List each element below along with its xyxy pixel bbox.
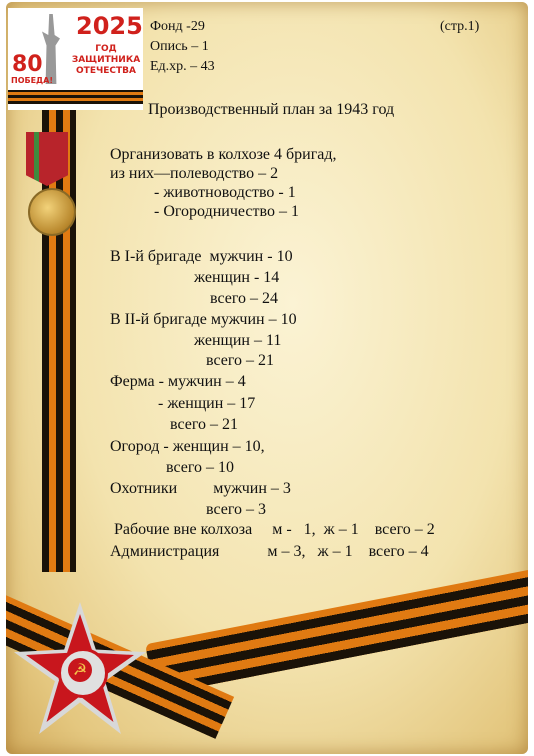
body-line: всего – 10 <box>110 459 235 476</box>
body-line: всего – 3 <box>110 501 267 518</box>
body-line: Организовать в колхозе 4 бригад, <box>110 146 337 163</box>
medal-ribbon <box>26 132 68 186</box>
body-line: всего – 21 <box>110 416 239 433</box>
page-number: (стр.1) <box>440 19 480 34</box>
logo-caption: ГОД ЗАЩИТНИКА ОТЕЧЕСТВА <box>71 44 141 76</box>
motherland-statue-icon <box>42 14 60 84</box>
body-line: Охотники мужчин – 3 <box>110 480 291 497</box>
fond-label: Фонд -29 <box>150 19 205 34</box>
body-line: Рабочие вне колхоза м - 1, ж – 1 всего – 2 <box>110 521 435 538</box>
logo-ribbon <box>8 90 143 104</box>
body-line: Ферма - мужчин – 4 <box>110 373 246 390</box>
body-line: - Огородничество – 1 <box>110 203 299 220</box>
document-title: Производственный план за 1943 год <box>148 101 395 118</box>
logo-year: 2025 <box>76 12 143 40</box>
body-line: - женщин – 17 <box>110 395 256 412</box>
body-line: женщин - 14 <box>110 269 280 286</box>
body-line: В I-й бригаде мужчин - 10 <box>110 248 293 265</box>
body-line: Администрация м – 3, ж – 1 всего – 4 <box>110 543 429 560</box>
logo-80: 80 <box>12 52 43 77</box>
logo-victory: ПОБЕДА! <box>11 76 54 85</box>
body-line: Огород - женщин – 10, <box>110 438 265 455</box>
medal-icon <box>28 188 76 236</box>
st-george-ribbon-bottom <box>145 560 528 695</box>
anniversary-logo <box>8 8 143 110</box>
body-line: В II-й бригаде мужчин – 10 <box>110 311 297 328</box>
opis-label: Опись – 1 <box>150 39 209 54</box>
edhr-label: Ед.хр. – 43 <box>150 59 215 74</box>
body-line: всего – 21 <box>110 352 275 369</box>
order-star-icon: ☭ <box>14 602 146 734</box>
body-line: всего – 24 <box>110 290 279 307</box>
body-line: женщин – 11 <box>110 332 282 349</box>
body-line: из них—полеводство – 2 <box>110 165 279 182</box>
body-line: - животноводство - 1 <box>110 184 296 201</box>
